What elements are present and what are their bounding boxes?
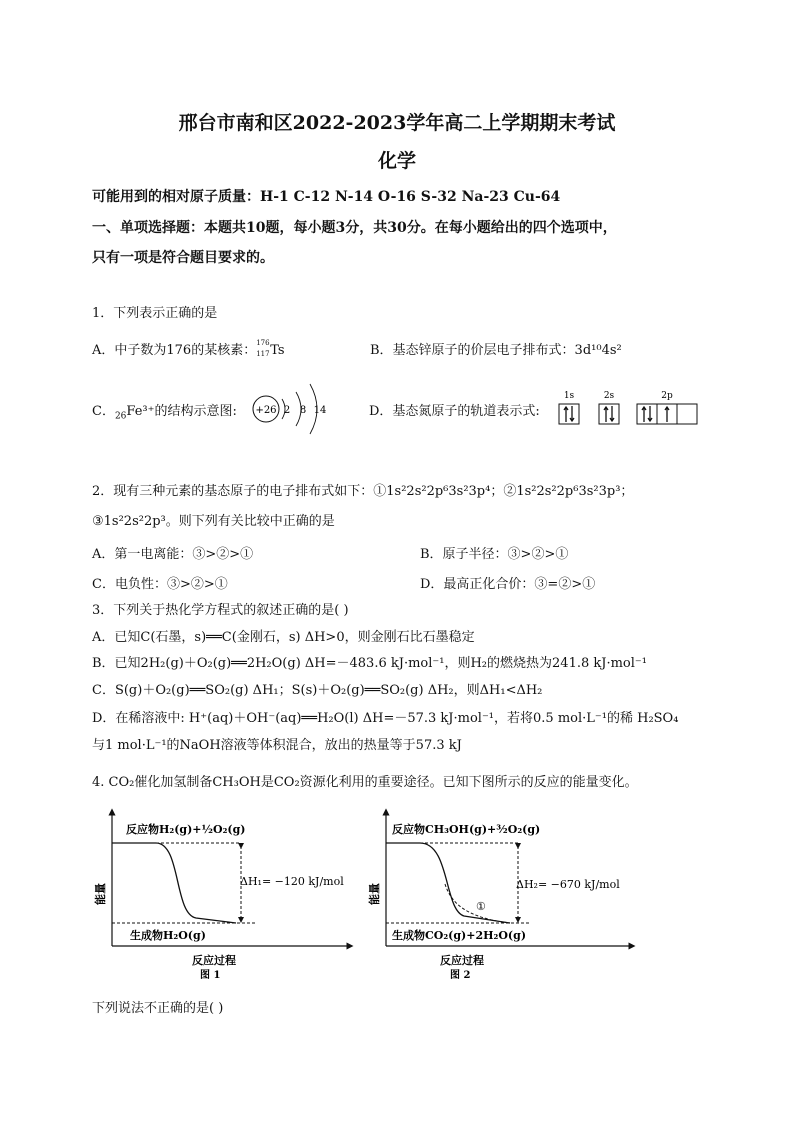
q2-option-a: A．第一电离能：③>②>① [92,547,254,562]
fig2-product-label: 生成物CO₂(g)+2H₂O(g) [392,929,527,942]
fig1-xaxis-label: 反应过程 [192,954,236,967]
nuclide-notation: 176 117 [256,339,270,358]
fig2-yaxis-label: 能量 [368,883,381,905]
q2-option-c: C．电负性：③>②>① [92,577,228,592]
orbital-label-2s: 2s [603,391,615,401]
shell-3-count: 14 [313,405,327,416]
energy-diagram-fig1 [86,806,356,986]
electron-arrows [564,406,669,422]
fig2-caption: 图 2 [450,970,471,981]
q2-stem-line2: ③1s²2s²2p³。则下列有关比较中正确的是 [92,514,335,529]
shell-1-count: 2 [283,405,291,416]
orbital-label-2p: 2p [661,391,673,401]
q1-option-a [92,339,285,358]
q1-a-text: A．中子数为176的某核素： [92,343,257,358]
q1-option-b: B．基态锌原子的价层电子排布式：3d¹⁰4s² [370,343,622,358]
section-heading: 一、单项选择题：本题共10题，每小题3分，共30分。在每小题给出的四个选项中， [92,220,617,236]
q1-option-d: D．基态氮原子的轨道表示式: [369,404,540,419]
q4-tail: 下列说法不正确的是( ) [92,1001,224,1016]
q3-option-c: C．S(g)＋O₂(g)══SO₂(g) ΔH₁；S(s)＋O₂(g)══SO₂(g) ΔH₂，则ΔH₁<ΔH₂ [92,683,543,698]
energy-diagram-fig2 [360,806,640,986]
fig2-xaxis-label: 反应过程 [440,954,484,967]
fe-ion-structure-diagram [248,378,334,440]
fig2-path-marker: ① [476,900,486,913]
subject-title: 化学 [377,150,416,172]
q2-option-d: D．最高正化合价：③=②>① [420,577,596,592]
fig2-reactant-label: 反应物CH₃OH(g)+³⁄₂O₂(g) [392,823,541,836]
fig1-product-label: 生成物H₂O(g) [130,929,206,942]
fig2-dh-label: ΔH₂= −670 kJ/mol [516,878,620,891]
section-heading-cont: 只有一项是符合题目要求的。 [92,250,274,266]
q2-stem-line1: 2．现有三种元素的基态原子的电子排布式如下：①1s²2s²2p⁶3s²3p⁴；②1s²2s²2p⁶3s²3p³； [92,484,634,499]
orbital-label-1s: 1s [563,391,575,401]
q3-option-d-line1: D．在稀溶液中: H⁺(aq)＋OH⁻(aq)══H₂O(l) ΔH=－57.3 kJ·mol⁻¹，若将0.5 mol·L⁻¹的稀 H₂SO₄ [92,711,679,726]
fig1-reactant-label: 反应物H₂(g)+½O₂(g) [126,823,246,836]
q3-option-d-line2: 与1 mol·L⁻¹的NaOH溶液等体积混合，放出的热量等于57.3 kJ [92,738,462,753]
nitrogen-orbital-diagram [556,386,702,432]
shell-2-count: 8 [299,405,307,416]
q3-stem: 3．下列关于热化学方程式的叙述正确的是( ) [92,603,349,618]
fig1-yaxis-label: 能量 [94,883,107,905]
atomic-masses: 可能用到的相对原子质量：H-1 C-12 N-14 O-16 S-32 Na-23 Cu-64 [92,189,561,205]
fig1-caption: 图 1 [200,970,221,981]
q1-stem: 1．下列表示正确的是 [92,306,218,321]
q4-stem: 4. CO₂催化加氢制备CH₃OH是CO₂资源化利用的重要途径。已知下图所示的反应的能量变化。 [92,775,638,790]
q1-a-symbol: Ts [270,343,285,358]
q2-option-b: B．原子半径：③>②>① [420,547,569,562]
page-title: 邢台市南和区2022-2023学年高二上学期期末考试 [178,112,616,134]
q3-option-a: A．已知C(石墨，s)══C(金刚石，s) ΔH>0，则金刚石比石墨稳定 [92,630,475,645]
q1-option-c: C．$_{26}$Fe³⁺的结构示意图: [92,404,237,422]
q3-option-b: B．已知2H₂(g)＋O₂(g)══2H₂O(g) ΔH=－483.6 kJ·mol⁻¹，则H₂的燃烧热为241.8 kJ·mol⁻¹ [92,656,647,671]
fig1-dh-label: ΔH₁= −120 kJ/mol [240,875,344,888]
nucleus-charge: +26 [255,405,277,416]
